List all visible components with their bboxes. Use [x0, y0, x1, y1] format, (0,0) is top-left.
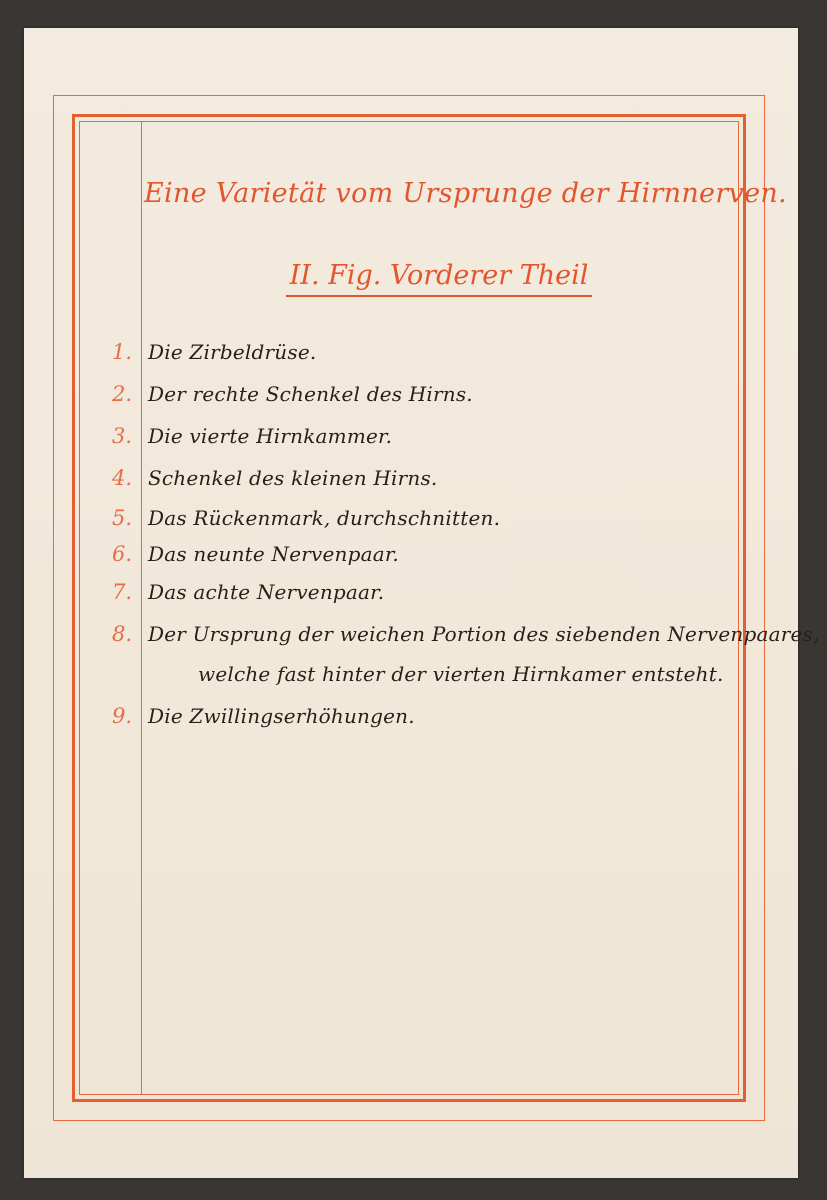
- list-item: [24, 580, 798, 614]
- item-number: 8.: [111, 622, 132, 646]
- item-text: Das Rückenmark, durchschnitten.: [148, 506, 501, 530]
- list-item: [24, 506, 798, 540]
- item-number: 1.: [111, 340, 132, 364]
- item-text: Das achte Nervenpaar.: [148, 580, 385, 604]
- item-text: Die Zirbeldrüse.: [148, 340, 317, 364]
- list-item: [24, 622, 820, 656]
- list-item: [24, 704, 798, 738]
- manuscript-page: [24, 28, 820, 1178]
- item-text-continuation: welche fast hinter der vierten Hirnkamer entsteht.: [198, 662, 724, 686]
- item-number: 5.: [111, 506, 132, 530]
- page-subtitle: II. Fig. Vorderer Theil: [286, 260, 593, 297]
- list-item: [24, 466, 798, 500]
- item-number: 7.: [111, 580, 132, 604]
- item-text: Die Zwillingserhöhungen.: [148, 704, 415, 728]
- item-text: Der Ursprung der weichen Portion des siebenden Nervenpaares,: [148, 622, 820, 646]
- item-number: 6.: [111, 542, 132, 566]
- subtitle-wrapper: [144, 260, 734, 297]
- item-number: 2.: [111, 382, 132, 406]
- item-text: Die vierte Hirnkammer.: [148, 424, 393, 448]
- item-number: 4.: [111, 466, 132, 490]
- page-title: Eine Varietät vom Ursprunge der Hirnnerven.: [144, 178, 787, 209]
- list-item: [24, 382, 798, 416]
- item-text: Der rechte Schenkel des Hirns.: [148, 382, 473, 406]
- item-number: 9.: [111, 704, 132, 728]
- item-text: Das neunte Nervenpaar.: [148, 542, 399, 566]
- item-text: Schenkel des kleinen Hirns.: [148, 466, 438, 490]
- item-number: 3.: [111, 424, 132, 448]
- list-item: [24, 340, 798, 374]
- list-item: [24, 542, 798, 576]
- list-item-continuation: [24, 662, 798, 696]
- list-item: [24, 424, 798, 458]
